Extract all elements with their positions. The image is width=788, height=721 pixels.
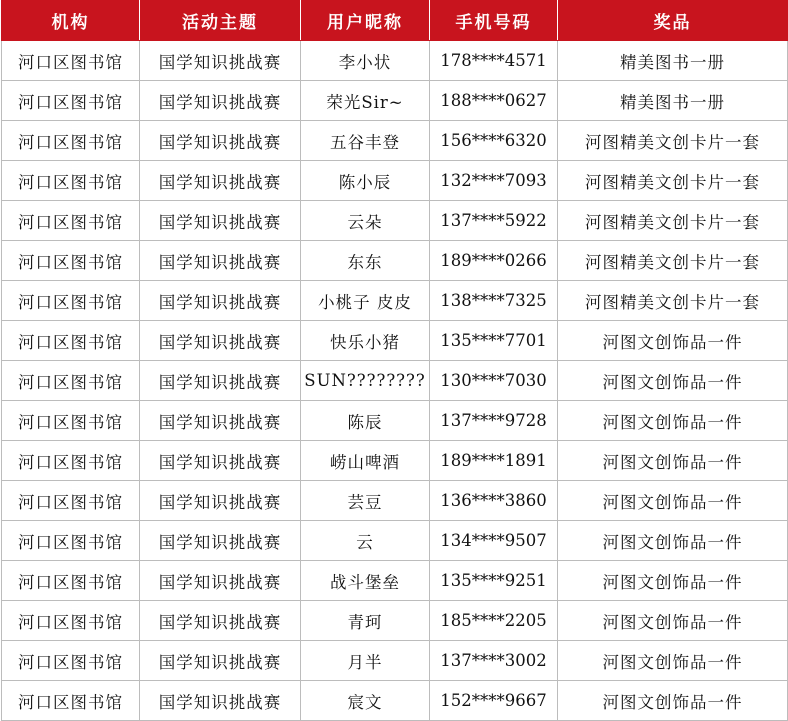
activity-theme-cell: 国学知识挑战赛 xyxy=(140,121,301,161)
prize-cell: 河图文创饰品一件 xyxy=(558,321,788,361)
prize-cell: 河图文创饰品一件 xyxy=(558,401,788,441)
institution-cell: 河口区图书馆 xyxy=(2,481,140,521)
activity-theme-cell: 国学知识挑战赛 xyxy=(140,601,301,641)
institution-cell: 河口区图书馆 xyxy=(2,281,140,321)
table-header xyxy=(2,0,788,41)
phone-cell: 152****9667 xyxy=(430,681,558,721)
nickname-cell: 快乐小猪 xyxy=(301,321,430,361)
phone-cell: 189****0266 xyxy=(430,241,558,281)
phone-cell: 136****3860 xyxy=(430,481,558,521)
nickname-cell: 李小状 xyxy=(301,41,430,81)
nickname-cell: 荣光Sir~ xyxy=(301,81,430,121)
phone-cell: 137****5922 xyxy=(430,201,558,241)
prize-cell: 河图精美文创卡片一套 xyxy=(558,161,788,201)
header-institution: 机构 xyxy=(2,0,140,41)
activity-theme-cell: 国学知识挑战赛 xyxy=(140,361,301,401)
prize-cell: 河图文创饰品一件 xyxy=(558,641,788,681)
nickname-cell: 云 xyxy=(301,521,430,561)
prize-cell: 精美图书一册 xyxy=(558,41,788,81)
phone-cell: 135****9251 xyxy=(430,561,558,601)
nickname-cell: 月半 xyxy=(301,641,430,681)
activity-theme-cell: 国学知识挑战赛 xyxy=(140,481,301,521)
table-body xyxy=(2,41,788,721)
institution-cell: 河口区图书馆 xyxy=(2,601,140,641)
institution-cell: 河口区图书馆 xyxy=(2,401,140,441)
winners-table xyxy=(1,0,788,721)
activity-theme-cell: 国学知识挑战赛 xyxy=(140,241,301,281)
activity-theme-cell: 国学知识挑战赛 xyxy=(140,561,301,601)
institution-cell: 河口区图书馆 xyxy=(2,441,140,481)
activity-theme-cell: 国学知识挑战赛 xyxy=(140,641,301,681)
nickname-cell: SUN???????? xyxy=(301,361,430,401)
prize-cell: 河图文创饰品一件 xyxy=(558,521,788,561)
table-row xyxy=(2,201,788,241)
institution-cell: 河口区图书馆 xyxy=(2,201,140,241)
table-row xyxy=(2,321,788,361)
header-row xyxy=(2,0,788,41)
table-row xyxy=(2,681,788,721)
institution-cell: 河口区图书馆 xyxy=(2,81,140,121)
nickname-cell: 小桃子 皮皮 xyxy=(301,281,430,321)
table-row xyxy=(2,281,788,321)
prize-cell: 精美图书一册 xyxy=(558,81,788,121)
table-row xyxy=(2,41,788,81)
nickname-cell: 云朵 xyxy=(301,201,430,241)
prize-cell: 河图文创饰品一件 xyxy=(558,361,788,401)
header-phone-number: 手机号码 xyxy=(430,0,558,41)
activity-theme-cell: 国学知识挑战赛 xyxy=(140,401,301,441)
nickname-cell: 东东 xyxy=(301,241,430,281)
institution-cell: 河口区图书馆 xyxy=(2,561,140,601)
institution-cell: 河口区图书馆 xyxy=(2,521,140,561)
header-prize: 奖品 xyxy=(558,0,788,41)
nickname-cell: 宸文 xyxy=(301,681,430,721)
institution-cell: 河口区图书馆 xyxy=(2,41,140,81)
institution-cell: 河口区图书馆 xyxy=(2,321,140,361)
phone-cell: 137****9728 xyxy=(430,401,558,441)
prize-cell: 河图文创饰品一件 xyxy=(558,561,788,601)
nickname-cell: 五谷丰登 xyxy=(301,121,430,161)
activity-theme-cell: 国学知识挑战赛 xyxy=(140,681,301,721)
phone-cell: 134****9507 xyxy=(430,521,558,561)
nickname-cell: 芸豆 xyxy=(301,481,430,521)
prize-cell: 河图文创饰品一件 xyxy=(558,601,788,641)
table-row xyxy=(2,481,788,521)
table-row xyxy=(2,521,788,561)
prize-cell: 河图文创饰品一件 xyxy=(558,481,788,521)
nickname-cell: 陈辰 xyxy=(301,401,430,441)
institution-cell: 河口区图书馆 xyxy=(2,361,140,401)
phone-cell: 137****3002 xyxy=(430,641,558,681)
nickname-cell: 青珂 xyxy=(301,601,430,641)
prize-cell: 河图精美文创卡片一套 xyxy=(558,201,788,241)
phone-cell: 130****7030 xyxy=(430,361,558,401)
phone-cell: 189****1891 xyxy=(430,441,558,481)
institution-cell: 河口区图书馆 xyxy=(2,121,140,161)
prize-cell: 河图精美文创卡片一套 xyxy=(558,281,788,321)
table-row xyxy=(2,241,788,281)
phone-cell: 138****7325 xyxy=(430,281,558,321)
phone-cell: 156****6320 xyxy=(430,121,558,161)
table-row xyxy=(2,81,788,121)
prize-cell: 河图精美文创卡片一套 xyxy=(558,121,788,161)
table-row xyxy=(2,641,788,681)
activity-theme-cell: 国学知识挑战赛 xyxy=(140,81,301,121)
phone-cell: 135****7701 xyxy=(430,321,558,361)
table-row xyxy=(2,121,788,161)
institution-cell: 河口区图书馆 xyxy=(2,161,140,201)
nickname-cell: 战斗堡垒 xyxy=(301,561,430,601)
phone-cell: 132****7093 xyxy=(430,161,558,201)
table-row xyxy=(2,561,788,601)
activity-theme-cell: 国学知识挑战赛 xyxy=(140,441,301,481)
table-row xyxy=(2,161,788,201)
phone-cell: 185****2205 xyxy=(430,601,558,641)
nickname-cell: 崂山啤酒 xyxy=(301,441,430,481)
activity-theme-cell: 国学知识挑战赛 xyxy=(140,201,301,241)
table-row xyxy=(2,401,788,441)
table-row xyxy=(2,601,788,641)
prize-cell: 河图文创饰品一件 xyxy=(558,681,788,721)
institution-cell: 河口区图书馆 xyxy=(2,681,140,721)
phone-cell: 178****4571 xyxy=(430,41,558,81)
header-user-nickname: 用户昵称 xyxy=(301,0,430,41)
activity-theme-cell: 国学知识挑战赛 xyxy=(140,281,301,321)
activity-theme-cell: 国学知识挑战赛 xyxy=(140,161,301,201)
phone-cell: 188****0627 xyxy=(430,81,558,121)
nickname-cell: 陈小辰 xyxy=(301,161,430,201)
institution-cell: 河口区图书馆 xyxy=(2,241,140,281)
table-row xyxy=(2,441,788,481)
header-activity-theme: 活动主题 xyxy=(140,0,301,41)
table-row xyxy=(2,361,788,401)
prize-cell: 河图精美文创卡片一套 xyxy=(558,241,788,281)
prize-cell: 河图文创饰品一件 xyxy=(558,441,788,481)
activity-theme-cell: 国学知识挑战赛 xyxy=(140,521,301,561)
activity-theme-cell: 国学知识挑战赛 xyxy=(140,321,301,361)
institution-cell: 河口区图书馆 xyxy=(2,641,140,681)
activity-theme-cell: 国学知识挑战赛 xyxy=(140,41,301,81)
